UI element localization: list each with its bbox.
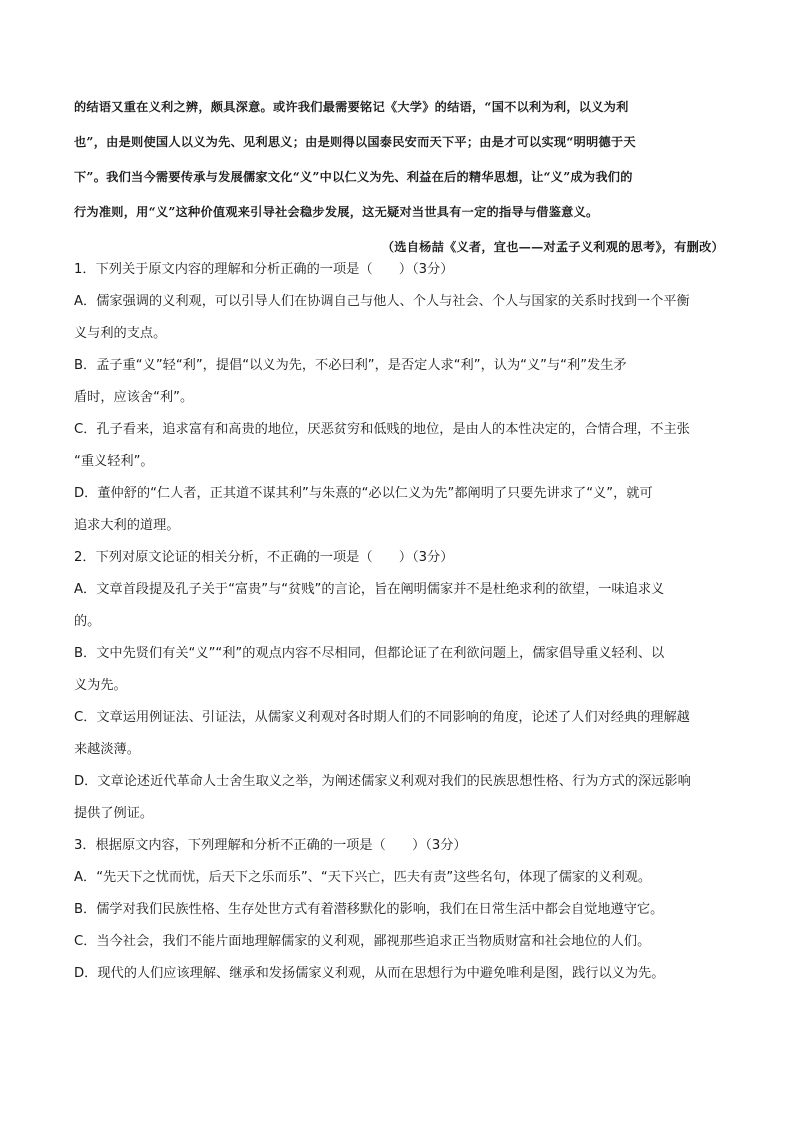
passage-line: 也”，由是则使国人以义为先、见利思义；由是则得以国泰民安而天下平；由是才可以实现“明明德于天 (74, 135, 636, 149)
passage-excerpt (74, 100, 724, 255)
question-2-option-b: B．文中先贤们有关“义”“利”的观点内容不尽相同，但都论证了在利欲问题上，儒家倡导重义轻利、以 (74, 646, 665, 661)
question-3-option-a: A．“先天下之忧而忧，后天下之乐而乐”、“天下兴亡，匹夫有责”这些名句，体现了儒家的义利观。 (74, 870, 652, 885)
question-2-option-d-cont: 提供了例证。 (74, 806, 154, 821)
question-1-option-a-cont: 义与利的支点。 (74, 326, 167, 341)
question-2-option-c: C．文章运用例证法、引证法，从儒家义利观对各时期人们的不同影响的角度，论述了人们对经典的理解越 (74, 710, 690, 725)
passage-line: 的结语又重在义利之辨，颇具深意。或许我们最需要铭记《大学》的结语，“国不以利为利，以义为利 (74, 100, 629, 114)
question-3-stem: 3．根据原文内容，下列理解和分析不正确的一项是（ ）（3分） (74, 838, 467, 853)
question-2-option-c-cont: 来越淡薄。 (74, 742, 140, 757)
question-2-option-d: D．文章论述近代革命人士舍生取义之举，为阐述儒家义利观对我们的民族思想性格、行为方式的深远影响 (74, 774, 691, 789)
question-2-option-b-cont: 义为先。 (74, 678, 127, 693)
question-1-option-c: C．孔子看来，追求富有和高贵的地位，厌恶贫穷和低贱的地位，是由人的本性决定的，合情合理，不主张 (74, 422, 690, 437)
question-1-option-b: B．孟子重“义”轻“利”，提倡“以义为先，不必曰利”，是否定人求“利”，认为“义”与“利”发生矛 (74, 358, 627, 373)
passage-line: 下”。我们当今需要传承与发展儒家文化“义”中以仁义为先、利益在后的精华思想，让“义”成为我们的 (74, 170, 633, 184)
question-2-stem: 2．下列对原文论证的相关分析，不正确的一项是（ ）（3分） (74, 550, 454, 565)
question-1-option-a: A．儒家强调的义利观，可以引导人们在协调自己与他人、个人与社会、个人与国家的关系时找到一个平衡 (74, 294, 690, 309)
question-1-option-c-cont: “重义轻利”。 (74, 454, 154, 469)
passage-line: 行为准则，用“义”这种价值观来引导社会稳步发展，这无疑对当世具有一定的指导与借鉴意义。 (74, 205, 599, 219)
question-2-option-a: A．文章首段提及孔子关于“富贵”与“贫贱”的言论，旨在阐明儒家并不是杜绝求利的欲望，一味追求义 (74, 582, 665, 597)
question-3-option-b: B．儒学对我们民族性格、生存处世方式有着潜移默化的影响，我们在日常生活中都会自觉地遵守它。 (74, 902, 664, 917)
question-1-option-b-cont: 盾时，应该舍“利”。 (74, 390, 194, 405)
question-3-option-d: D．现代的人们应该理解、继承和发扬儒家义利观，从而在思想行为中避免唯利是图，践行以义为先。 (74, 966, 665, 981)
question-2-option-a-cont: 的。 (74, 614, 101, 629)
question-1-option-d: D．董仲舒的“仁人者，正其道不谋其利”与朱熹的“必以仁义为先”都阐明了只要先讲求了“义”，就可 (74, 486, 653, 501)
passage-source: （选自杨喆《义者，宜也——对孟子义利观的思考》，有删改） (381, 240, 724, 254)
question-1-option-d-cont: 追求大利的道理。 (74, 518, 180, 533)
question-3-option-c: C．当今社会，我们不能片面地理解儒家的义利观，鄙视那些追求正当物质财富和社会地位的人们。 (74, 934, 651, 949)
question-1-stem: 1．下列关于原文内容的理解和分析正确的一项是（ ）（3分） (74, 262, 454, 277)
